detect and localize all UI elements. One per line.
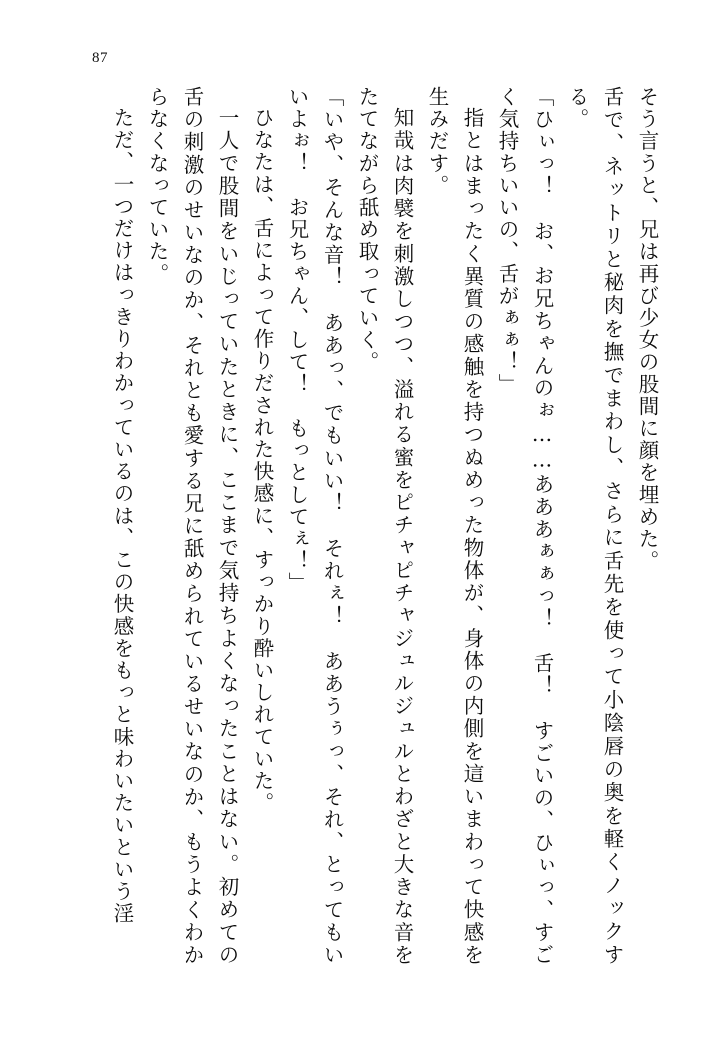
paragraph: 舌で、ネットリと秘肉を撫でまわし、さらに舌先を使って小陰唇の奥を軽くノックする。 bbox=[565, 86, 624, 966]
paragraph: そう言うと、兄は再び少女の股間に顔を埋めた。 bbox=[635, 86, 659, 573]
paragraph: 「いや、そんな音！ ああっ、でもいい！ それぇ！ ああうぅっ、それ、とってもいいよぉ！ お兄ちゃん、して！ もっとしてぇ！」 bbox=[285, 86, 344, 966]
page-number: 87 bbox=[92, 50, 108, 66]
page-body-text bbox=[64, 86, 664, 966]
paragraph: 指とはまったく異質の感触を持つぬめった物体が、身体の内側を這いまわって快感を生みだす。 bbox=[425, 86, 484, 966]
paragraph: 「ひぃっ！ お、お兄ちゃんのぉ……あああぁぁっ！ 舌！ すごいの、ひぃっ、すごく気持ちいいの、舌がぁぁ！」 bbox=[495, 86, 554, 966]
paragraph: ひなたは、舌によって作りだされた快感に、すっかり酔いしれていた。 bbox=[250, 107, 274, 815]
paragraph: 知哉は肉襞を刺激しつつ、溢れる蜜をピチャピチャジュルジュルとわざと大きな音をたてながら舐め取っていく。 bbox=[355, 86, 414, 966]
paragraph: 一人で股間をいじっていたときに、ここまで気持ちよくなったことはない。初めての舌の刺激のせいなのか、それとも愛する兄に舐められているせいなのか、もうよくわからなくなっていた。 bbox=[145, 86, 239, 966]
paragraph: ただ、一つだけはっきりわかっているのは、この快感をもっと味わいたいという淫 bbox=[110, 107, 134, 925]
